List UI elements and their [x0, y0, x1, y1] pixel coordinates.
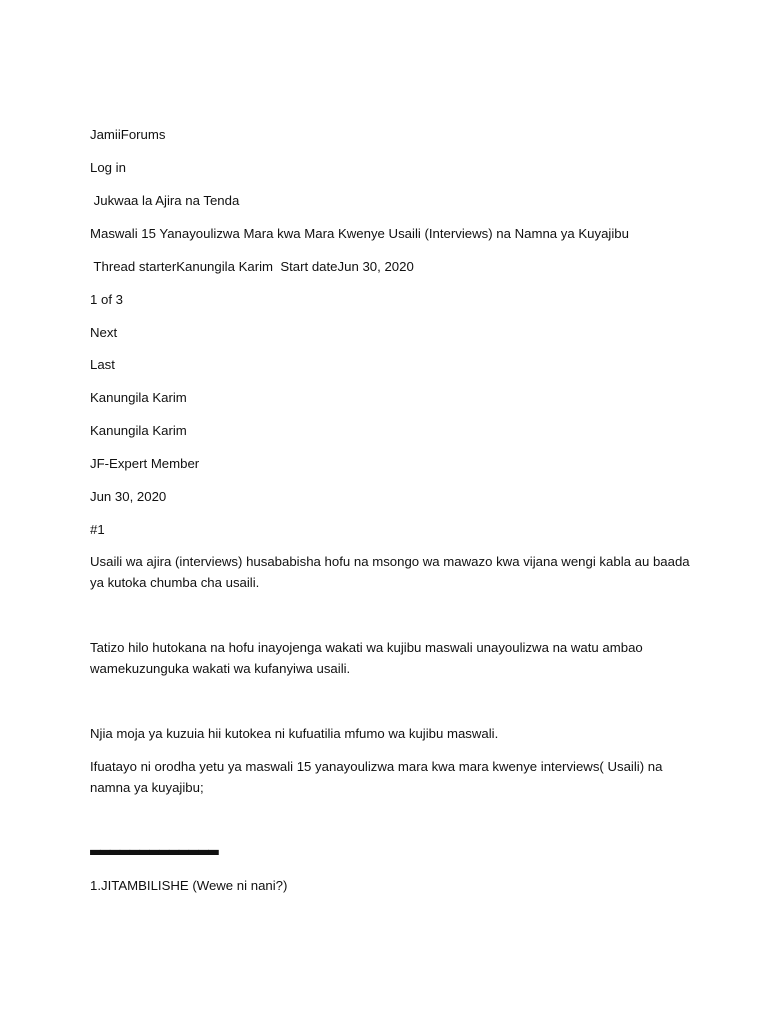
post-paragraph-3: Njia moja ya kuzuia hii kutokea ni kufuatilia mfumo wa kujibu maswali.	[90, 726, 499, 741]
post-paragraph-4: Ifuatayo ni orodha yetu ya maswali 15 yanayoulizwa mara kwa mara kwenye interviews( Usaili) na namna ya kuyajibu;	[90, 759, 663, 795]
section-divider: ▬▬▬▬▬▬▬▬▬▬▬▬▬	[90, 841, 218, 862]
pagination-last-link[interactable]: Last	[90, 357, 115, 372]
post-paragraph-2: Tatizo hilo hutokana na hofu inayojenga wakati wa kujibu maswali unayoulizwa na watu ambao wamekuzunguka wakati wa kufanyiwa usaili.	[90, 640, 643, 676]
author-avatar-name[interactable]: Kanungila Karim	[90, 390, 187, 405]
forum-breadcrumb[interactable]: Jukwaa la Ajira na Tenda	[90, 193, 240, 208]
post-number[interactable]: #1	[90, 522, 105, 537]
post-paragraph-1: Usaili wa ajira (interviews) husababisha hofu na msongo wa mawazo kwa vijana wengi kabla au baada ya kutoka chumba cha usaili.	[90, 554, 690, 590]
pagination-next-link[interactable]: Next	[90, 325, 118, 340]
pagination-current[interactable]: 1 of 3	[90, 292, 123, 307]
first-question-heading: 1.JITAMBILISHE (Wewe ni nani?)	[90, 878, 288, 893]
site-name[interactable]: JamiiForums	[90, 127, 166, 142]
login-link[interactable]: Log in	[90, 160, 126, 175]
author-role: JF-Expert Member	[90, 456, 200, 471]
thread-meta: Thread starterKanungila Karim Start dateJun 30, 2020	[90, 259, 414, 274]
thread-title: Maswali 15 Yanayoulizwa Mara kwa Mara Kwenye Usaili (Interviews) na Namna ya Kuyajibu	[90, 226, 629, 241]
author-name[interactable]: Kanungila Karim	[90, 423, 187, 438]
post-date[interactable]: Jun 30, 2020	[90, 489, 167, 504]
